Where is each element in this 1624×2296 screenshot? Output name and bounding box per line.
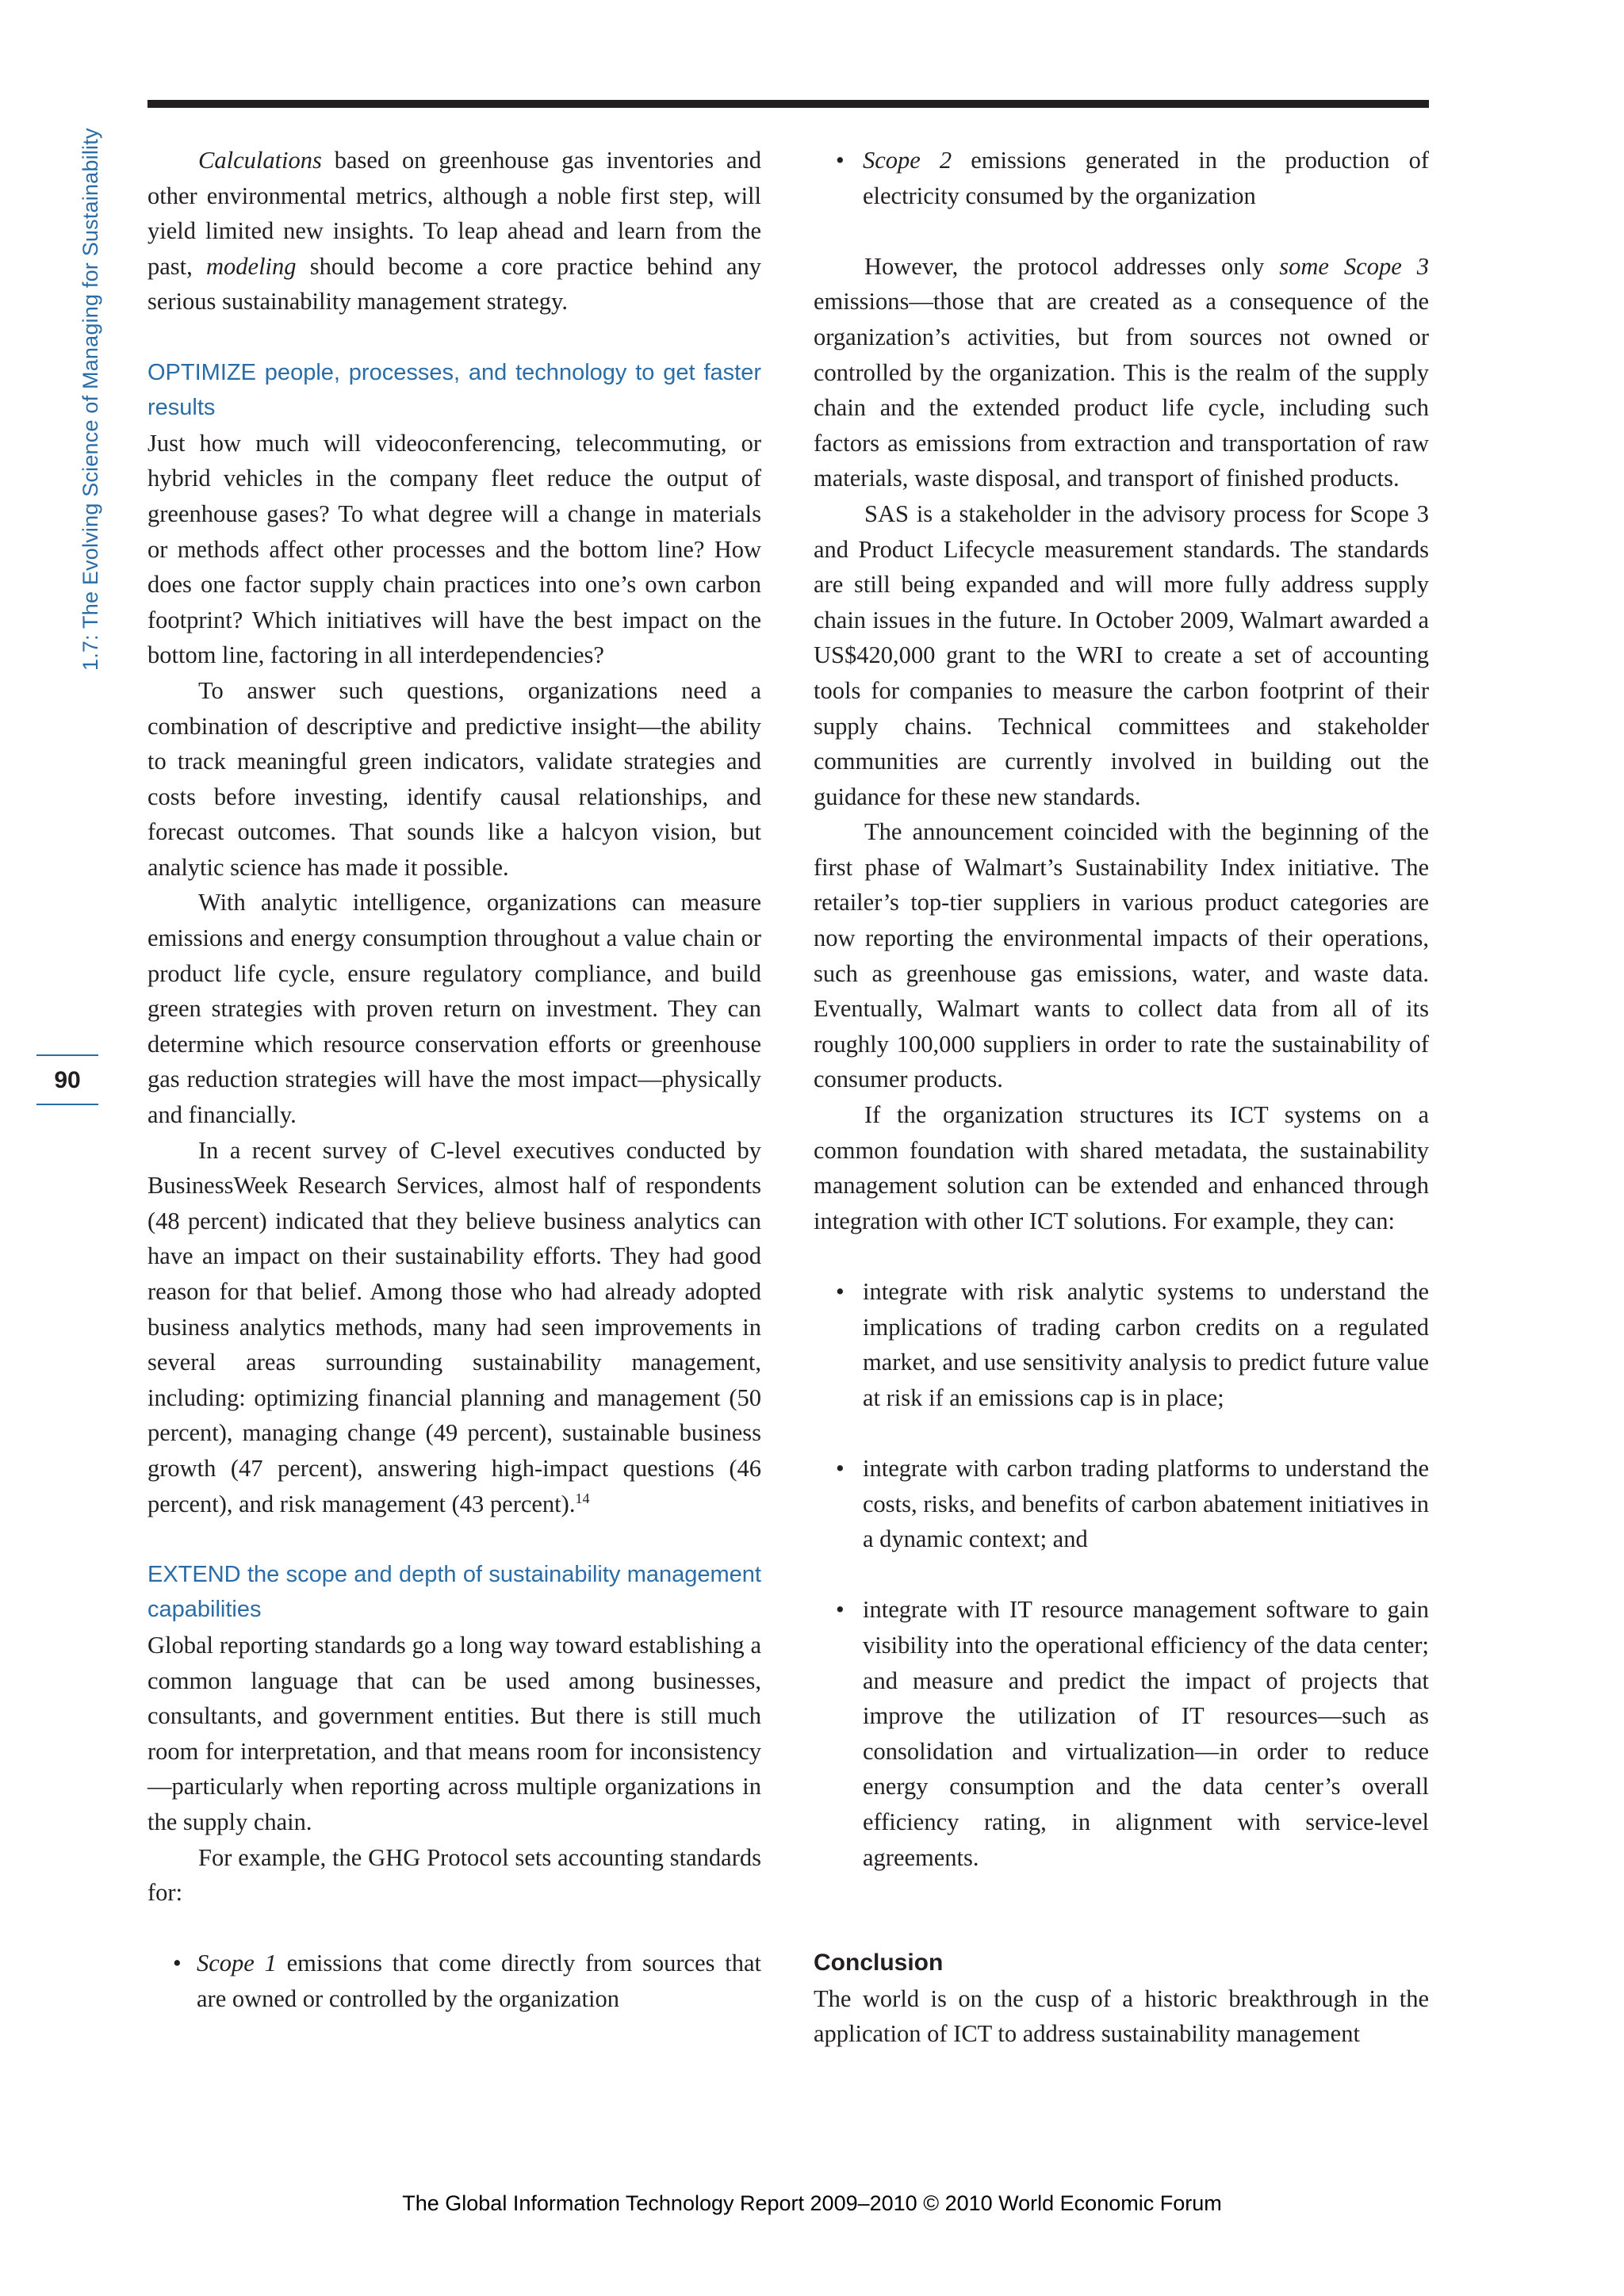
emphasis-calculations: Calculations bbox=[198, 147, 322, 174]
section-heading-conclusion: Conclusion bbox=[814, 1950, 944, 1976]
section-heading-extend bbox=[147, 1557, 761, 1628]
paragraph-survey bbox=[147, 1133, 761, 1522]
list-item-text: emissions that come directly from sources that are owned or controlled by the organization bbox=[197, 1950, 762, 2012]
bullet-icon: • bbox=[836, 1454, 845, 1482]
paragraph-text: However, the protocol addresses only bbox=[864, 252, 1280, 280]
list-item-scope-2 bbox=[814, 143, 1429, 213]
list-item-it-resource bbox=[814, 1592, 1429, 1875]
page-number-block bbox=[36, 1054, 98, 1105]
bullet-icon: • bbox=[836, 147, 845, 174]
paragraph-global-standards: Global reporting standards go a long way toward establishing a common language that can be used among businesses, consultants, and government entities. But there is still much room for interpretation, and that means room for inconsistency—particularly when reporting across multiple organizations in the supply chain. bbox=[147, 1631, 761, 1835]
paragraph-questions: Just how much will videoconferencing, telecommuting, or hybrid vehicles in the company fleet reduce the output of greenhouse gases? To what degree will a change in materials or methods affect other processes and the bottom line? How does one factor supply chain practices into one’s own carbon footprint? Which initiatives will have the best impact on the bottom line, factoring in all interdependencies? bbox=[147, 429, 761, 669]
page-number-rule-bottom bbox=[36, 1104, 98, 1105]
left-column bbox=[147, 143, 761, 2016]
running-section-title: 1.7: The Evolving Science of Managing for Sustainability bbox=[79, 128, 102, 671]
page-number: 90 bbox=[54, 1067, 81, 1093]
list-item-risk-analytics bbox=[814, 1274, 1429, 1415]
paragraph-text: emissions—those that are created as a consequence of the organization’s activities, but from sources not owned or controlled by the organization. This is the realm of the supply chain and the extended product life cycle, including such factors as emissions from extraction and transportation of raw materials, waste disposal, and transport of finished products. bbox=[814, 288, 1429, 492]
paragraph-ict-systems: If the organization structures its ICT systems on a common foundation with shared metadata, the sustainability management solution can be extended and enhanced through integration with other ICT solutions. For example, they can: bbox=[814, 1101, 1429, 1234]
paragraph-ghg-protocol: For example, the GHG Protocol sets accounting standards for: bbox=[147, 1843, 761, 1907]
heading-text: people, processes, and technology to get faster results bbox=[147, 359, 761, 421]
emphasis-scope-2: Scope 2 bbox=[863, 147, 952, 174]
footnote-ref: 14 bbox=[575, 1490, 590, 1506]
emphasis-scope-1: Scope 1 bbox=[197, 1950, 277, 1977]
bullet-icon: • bbox=[836, 1278, 845, 1305]
section-heading-optimize bbox=[147, 355, 761, 426]
list-item-text: integrate with carbon trading platforms to understand the costs, risks, and benefits of carbon abatement initiatives in a dynamic context; and bbox=[863, 1454, 1429, 1553]
list-item-carbon-trading bbox=[814, 1451, 1429, 1557]
heading-keyword: EXTEND bbox=[147, 1561, 241, 1587]
scope-list-left bbox=[147, 1946, 761, 2016]
paragraph-calculations bbox=[147, 143, 761, 320]
heading-text: the scope and depth of sustainability management capabilities bbox=[147, 1561, 761, 1623]
emphasis-some-scope-3: some Scope 3 bbox=[1279, 252, 1429, 280]
scope-list-right bbox=[814, 143, 1429, 213]
list-item-text: emissions generated in the production of electricity consumed by the organization bbox=[863, 147, 1429, 209]
right-column bbox=[814, 143, 1429, 2052]
header-rule bbox=[147, 100, 1429, 108]
bullet-icon: • bbox=[836, 1596, 845, 1624]
heading-keyword: OPTIMIZE bbox=[147, 359, 256, 385]
paragraph-text: based on greenhouse gas inventories and other environmental metrics, although a noble first step, will yield limited new insights. To leap ahead and learn from the past, bbox=[147, 147, 761, 280]
paragraph-scope-3 bbox=[814, 249, 1429, 496]
paragraph-text: should become a core practice behind any serious sustainability management strategy. bbox=[147, 252, 761, 316]
paragraph-sas-stakeholder: SAS is a stakeholder in the advisory process for Scope 3 and Product Lifecycle measurement standards. The standards are still being expanded and will more fully address supply chain issues in the future. In October 2009, Walmart awarded a US$420,000 grant to the WRI to create a set of accounting tools for companies to measure the carbon footprint of their supply chains. Technical committees and stakeholder communities are currently involved in building out the guidance for these new standards. bbox=[814, 499, 1429, 810]
paragraph-analytic-intelligence: With analytic intelligence, organizations can measure emissions and energy consumption throughout a value chain or product life cycle, ensure regulatory compliance, and build green strategies with proven return on investment. They can determine which resource conservation efforts or greenhouse gas reduction strategies will have the most impact—physically and financially. bbox=[147, 889, 761, 1129]
paragraph-announcement: The announcement coincided with the beginning of the first phase of Walmart’s Sustainability Index initiative. The retailer’s top-tier suppliers in various product categories are now reporting the environmental impacts of their operations, such as greenhouse gas emissions, water, and waste data. Eventually, Walmart wants to collect data from all of its roughly 100,000 suppliers in order to rate the sustainability of consumer products. bbox=[814, 818, 1429, 1093]
emphasis-modeling: modeling bbox=[206, 252, 297, 280]
integration-list bbox=[814, 1274, 1429, 1875]
list-item-text: integrate with risk analytic systems to understand the implications of trading carbon credits on a regulated market, and use sensitivity analysis to predict future value at risk if an emissions cap is in place; bbox=[863, 1278, 1429, 1411]
list-item-text: integrate with IT resource management software to gain visibility into the operational efficiency of the data center; and measure and predict the impact of projects that improve the utilization of IT resources—such as consolidation and virtualization—in order to reduce energy consumption and the data center’s overall efficiency rating, in alignment with service-level agreements. bbox=[863, 1596, 1429, 1871]
paragraph-text: In a recent survey of C-level executives conducted by BusinessWeek Research Services, almost half of respondents (48 percent) indicated that they believe business analytics can have an impact on their sustainability efforts. They had good reason for that belief. Among those who had already adopted business analytics methods, many had seen improvements in several areas surrounding sustainability management, including: optimizing financial planning and management (50 percent), managing change (49 percent), sustainable business growth (47 percent), answering high-impact questions (46 percent), and risk management (43 percent). bbox=[147, 1136, 761, 1517]
paragraph-conclusion: The world is on the cusp of a historic breakthrough in the application of ICT to address sustainability management bbox=[814, 1984, 1429, 2048]
paragraph-answer: To answer such questions, organizations need a combination of descriptive and predictive insight—the ability to track meaningful green indicators, validate strategies and costs before investing, identify causal relationships, and forecast outcomes. That sounds like a halcyon vision, but analytic science has made it possible. bbox=[147, 676, 761, 881]
bullet-icon: • bbox=[173, 1950, 182, 1977]
page-footer: The Global Information Technology Report 2009–2010 © 2010 World Economic Forum bbox=[402, 2191, 1222, 2215]
list-item-scope-1 bbox=[147, 1946, 761, 2016]
